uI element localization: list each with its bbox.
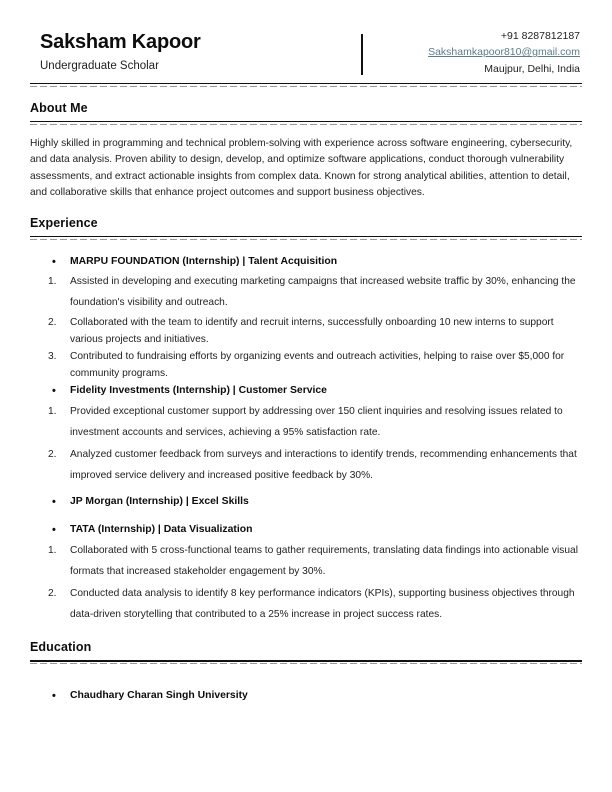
education-list [30, 664, 582, 704]
job-task [30, 541, 582, 583]
job-title [30, 254, 582, 270]
education-item-text: Chaudhary Charan Singh University [70, 690, 248, 702]
about-body-text: Highly skilled in programming and technical problem-solving with experience across software engineering, cybersecurity, and data analysis. Proven ability to design, develop, and optimize software applications, conduct thorough vulnerability assessments, and extract actionable insights from complex data. Known for strong analytical abilities, attention to detail, and collaborative skills that enhance project outcomes and support business objectives. [30, 137, 573, 199]
job-task [30, 315, 582, 348]
resume-header [30, 0, 582, 83]
contact-phone: +91 8287812187 [500, 30, 580, 42]
job-title-text: TATA (Internship) | Data Visualization [70, 524, 253, 536]
bullet-icon: • [52, 255, 56, 268]
job-title-text: JP Morgan (Internship) | Excel Skills [70, 495, 249, 507]
job-title-text: Fidelity Investments (Internship) | Customer Service [70, 385, 327, 397]
section-rule-experience [30, 236, 582, 240]
task-number: 2. [48, 317, 57, 329]
header-subtitle: Undergraduate Scholar [40, 60, 159, 73]
task-text: Assisted in developing and executing marketing campaigns that increased website traffic by 30%, enhancing the foundation's visibility and outreach. [70, 276, 576, 309]
experience-list [30, 240, 582, 626]
job-task [30, 584, 582, 626]
contact-block [363, 28, 582, 77]
task-text: Collaborated with the team to identify and recruit interns, successfully onboarding 10 new interns to support various projects and initiatives. [70, 317, 554, 345]
education-item [30, 688, 582, 704]
task-text: Provided exceptional customer support by addressing over 150 client inquiries and resolving issues related to investment accounts and services, achieving a 95% satisfaction rate. [70, 405, 563, 438]
task-text: Collaborated with 5 cross-functional teams to gather requirements, translating data findings into actionable visual formats that increased stakeholder engagement by 30%. [70, 544, 578, 577]
task-number: 1. [48, 405, 57, 417]
section-experience [30, 202, 582, 626]
job-task [30, 402, 582, 444]
bullet-icon: • [52, 495, 56, 508]
task-text: Conducted data analysis to identify 8 key performance indicators (KPIs), supporting business objectives through data-driven storytelling that contributed to a 25% increase in project success rates. [70, 587, 575, 620]
contact-email-link[interactable]: Sakshamkapoor810@gmail.com [428, 46, 580, 59]
job-title [30, 522, 582, 538]
section-heading-about: About Me [30, 100, 88, 115]
section-heading-education: Education [30, 640, 92, 655]
job-task [30, 272, 582, 314]
job-title [30, 494, 582, 510]
section-heading-experience: Experience [30, 215, 98, 230]
header-rule [30, 83, 582, 87]
task-number: 1. [48, 544, 57, 556]
job-task [30, 349, 582, 382]
task-number: 1. [48, 276, 57, 288]
task-number: 2. [48, 587, 57, 599]
job-task [30, 445, 582, 487]
job-title [30, 383, 582, 399]
section-rule-about [30, 121, 582, 125]
page-title: Saksham Kapoor [40, 31, 201, 54]
task-number: 2. [48, 448, 57, 460]
task-text: Analyzed customer feedback from surveys and interactions to identify trends, recommending enhancements that improved service delivery and increased positive feedback by 30%. [70, 448, 577, 481]
bullet-icon: • [52, 690, 56, 703]
section-rule-education [30, 660, 582, 664]
contact-location: Maujpur, Delhi, India [484, 62, 580, 75]
header-identity [30, 28, 361, 77]
bullet-icon: • [52, 524, 56, 537]
section-education [30, 626, 582, 704]
section-about-me [30, 87, 582, 202]
bullet-icon: • [52, 385, 56, 398]
task-number: 3. [48, 351, 57, 363]
task-text: Contributed to fundraising efforts by organizing events and outreach activities, helping to raise over $5,000 for community programs. [70, 351, 565, 379]
job-title-text: MARPU FOUNDATION (Internship) | Talent Acquisition [70, 255, 338, 267]
